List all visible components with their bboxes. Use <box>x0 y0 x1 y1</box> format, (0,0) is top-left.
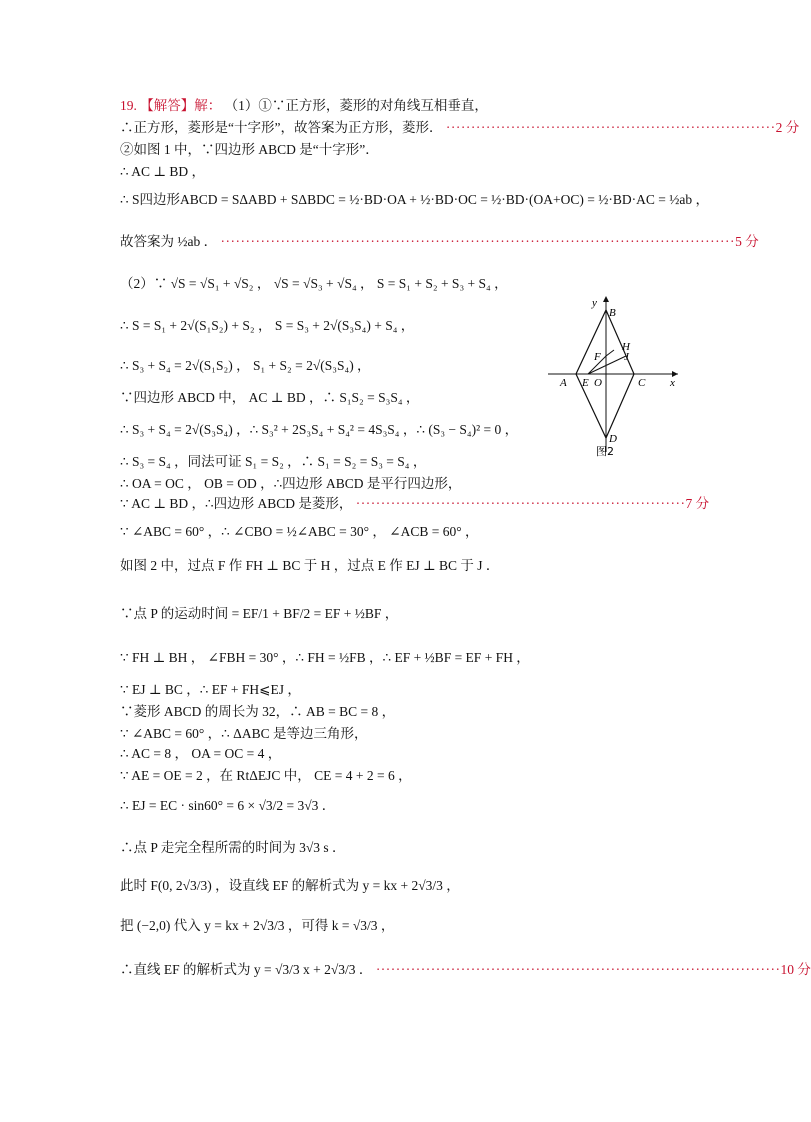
label-h: H <box>622 341 630 353</box>
text: 如图 2 中，过点 F 作 FH ⊥ BC 于 H ，过点 E 作 EJ ⊥ BC 于 J ． <box>120 558 500 573</box>
text: ∴ S = S₁ + 2√(S₁S₂) + S₂ ， S = S₃ + 2√(S₃S₄) + S₄ ， <box>120 318 415 333</box>
label-a: A <box>560 377 567 389</box>
score-dots: ······································································································· <box>220 234 736 249</box>
answer-tag: 【解答】解： <box>140 98 222 113</box>
score-dots: ·································································· <box>445 120 776 135</box>
text: 把 (−2,0) 代入 y = kx + 2√3/3 ，可得 k = √3/3 ， <box>120 918 395 933</box>
text: ∵点 P 的运动时间 = EF/1 + BF/2 = EF + ½BF ， <box>120 606 399 621</box>
text: ∵ AC ⊥ BD ，∴四边形 ABCD 是菱形， <box>120 496 353 511</box>
solution-line-4 <box>120 162 205 182</box>
figure-2-diagram <box>548 292 688 460</box>
label-x: x <box>670 377 675 389</box>
score-dots: ·································································· <box>355 496 686 511</box>
text: ∵ FH ⊥ BH ， ∠FBH = 30° ，∴ FH = ½FB ，∴ EF + ½BF = EF + FH ， <box>120 650 530 665</box>
text: ∴直线 EF 的解析式为 y = √3/3 x + 2√3/3 ． <box>120 962 373 977</box>
text: ∴ S四边形ABCD = SΔABD + SΔBDC = ½·BD·OA + ½·BD·OC = ½·BD·(OA+OC) = ½·BD·AC = ½ab ， <box>120 192 710 207</box>
solution-line-15 <box>120 522 478 542</box>
text: ∴ S₃ + S₄ = 2√(S₁S₂) ， S₁ + S₂ = 2√(S₃S₄) ， <box>120 358 371 373</box>
text: ∵ ∠ABC = 60° ，∴ ∠CBO = ½∠ABC = 30° ， ∠ACB = 60° ， <box>120 524 479 539</box>
label-e: E <box>582 377 589 389</box>
text: 此时 F(0, 2√3/3) ，设直线 EF 的解析式为 y = kx + 2√3/3 ， <box>120 878 460 893</box>
text: ②如图 1 中，∵四边形 ABCD 是“十字形”． <box>120 142 379 157</box>
solution-line-16 <box>120 556 499 576</box>
segment-fh <box>606 350 614 356</box>
text: ∴ S₃ = S₄ ，同法可证 S₁ = S₂ ，∴ S₁ = S₂ = S₃ = S₄ ， <box>120 454 427 469</box>
solution-line-25 <box>120 838 346 858</box>
score-5: 5 分 <box>735 234 759 249</box>
solution-line-17 <box>120 604 398 624</box>
solution-line-10 <box>120 388 419 408</box>
solution-line-24 <box>120 796 335 816</box>
solution-line-7 <box>120 274 508 294</box>
solution-line-28 <box>120 960 811 980</box>
solution-line-2 <box>120 118 799 138</box>
text: ∴ EJ = EC · sin60° = 6 × √3/2 = 3√3 ． <box>120 798 336 813</box>
label-o: O <box>594 377 602 389</box>
label-f: F <box>594 351 601 363</box>
solution-line-11 <box>120 420 518 440</box>
text: ∵ EJ ⊥ BC ，∴ EF + FH⩽EJ ， <box>120 682 301 697</box>
score-dots: ················································································· <box>375 962 781 977</box>
text: ∴ AC = 8 ， OA = OC = 4 ， <box>120 746 282 761</box>
score-7: 7 分 <box>685 496 710 511</box>
solution-line-26 <box>120 876 460 896</box>
solution-line-27 <box>120 916 394 936</box>
label-b: B <box>609 307 616 319</box>
label-c: C <box>638 377 646 389</box>
text: ∴ S₃ + S₄ = 2√(S₃S₄) ，∴ S₃² + 2S₃S₄ + S₄² = 4S₃S₄ ，∴ (S₃ − S₄)² = 0 ， <box>120 422 519 437</box>
figure-2 <box>548 292 688 460</box>
y-axis-arrow <box>603 296 609 302</box>
text: （2）∵ √S = √S₁ + √S₂ ， √S = √S₃ + √S₄ ， S = S₁ + S₂ + S₃ + S₄ ， <box>120 276 508 291</box>
solution-line-22 <box>120 744 281 764</box>
text: ∴点 P 走完全程所需的时间为 3√3 s ． <box>120 840 346 855</box>
text: ∴正方形，菱形是“十字形”，故答案为正方形，菱形． <box>120 120 443 135</box>
solution-line-12 <box>120 452 426 472</box>
text: ∵ ∠ABC = 60° ，∴ ΔABC 是等边三角形， <box>120 726 368 741</box>
text: （1）①∵正方形，菱形的对角线互相垂直， <box>224 98 488 113</box>
solution-line-19 <box>120 680 301 700</box>
solution-line-3 <box>120 140 379 160</box>
solution-line-1 <box>120 96 488 116</box>
text: ∴ OA = OC ， OB = OD ，∴四边形 ABCD 是平行四边形， <box>120 476 462 491</box>
label-y: y <box>592 297 597 309</box>
solution-line-20 <box>120 702 395 722</box>
solution-line-13 <box>120 474 461 494</box>
score-10: 10 分 <box>780 962 811 977</box>
label-d: D <box>609 433 617 445</box>
solution-line-18 <box>120 648 530 668</box>
solution-line-21 <box>120 724 367 744</box>
solution-line-23 <box>120 766 412 786</box>
score-2: 2 分 <box>775 120 800 135</box>
solution-line-14 <box>120 494 709 514</box>
problem-number: 19. <box>120 98 137 113</box>
solution-line-9 <box>120 356 371 376</box>
label-j: J <box>624 351 629 363</box>
text: ∵ AE = OE = 2 ，在 RtΔEJC 中， CE = 4 + 2 = 6 ， <box>120 768 412 783</box>
text: ∴ AC ⊥ BD ， <box>120 164 206 179</box>
text: 故答案为 ½ab ． <box>120 234 218 249</box>
solution-line-6 <box>120 232 759 252</box>
solution-line-5 <box>120 190 709 210</box>
figure-caption: 图2 <box>596 445 614 458</box>
solution-line-8 <box>120 316 414 336</box>
text: ∵菱形 ABCD 的周长为 32，∴ AB = BC = 8 ， <box>120 704 396 719</box>
text: ∵四边形 ABCD 中， AC ⊥ BD ，∴ S₁S₂ = S₃S₄ ， <box>120 390 420 405</box>
